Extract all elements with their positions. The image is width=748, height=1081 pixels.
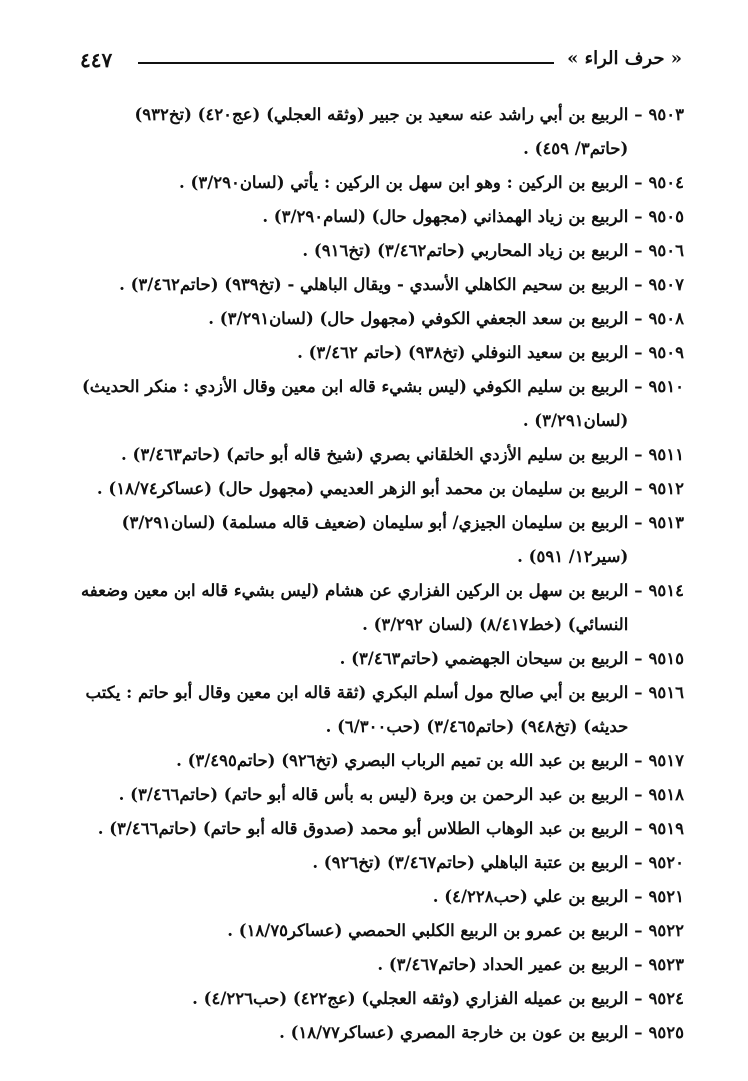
entry-item (78, 472, 684, 506)
entry-dash: – (634, 207, 643, 226)
entry-number: ٩٥١٧ (648, 751, 684, 770)
entry-number: ٩٥٠٦ (648, 241, 684, 260)
entry-text: الربيع بن زياد المحاربي (حاتم٣/٤٦٢) (تخ٩١٦) . (302, 241, 629, 260)
entry-text: الربيع بن سعيد النوفلي (تخ٩٣٨) (حاتم ٣/٤٦٢) . (297, 343, 629, 362)
entry-text: الربيع بن عميله الفزاري (وثقه العجلي) (عج٤٢٢) (حب٤/٢٢٦) . (192, 989, 629, 1008)
entry-dash: – (634, 785, 643, 804)
entry-item (78, 676, 684, 744)
entry-dash: – (634, 853, 643, 872)
entry-item (78, 812, 684, 846)
entry-number: ٩٥٠٣ (648, 105, 684, 124)
entry-number: ٩٥٢٠ (648, 853, 684, 872)
entry-list (78, 98, 684, 1050)
entry-item (78, 506, 684, 574)
entry-item (78, 268, 684, 302)
entry-dash: – (634, 173, 643, 192)
entry-dash: – (634, 445, 643, 464)
entry-item (78, 1016, 684, 1050)
entry-dash: – (634, 513, 643, 532)
entry-item (78, 200, 684, 234)
entry-item (78, 302, 684, 336)
entry-item (78, 438, 684, 472)
entry-item (78, 370, 684, 438)
entry-dash: – (634, 241, 643, 260)
entry-dash: – (634, 343, 643, 362)
page-number: ٤٤٧ (80, 48, 113, 72)
entry-dash: – (634, 1023, 643, 1042)
entry-dash: – (634, 921, 643, 940)
entry-text: الربيع بن عبد الرحمن بن وبرة (ليس به بأس قاله أبو حاتم) (حاتم٣/٤٦٦) . (118, 785, 629, 804)
entry-number: ٩٥٠٤ (648, 173, 684, 192)
entry-text: الربيع بن سعد الجعفي الكوفي (مجهول حال) (لسان٣/٢٩١) . (208, 309, 629, 328)
entry-dash: – (634, 819, 643, 838)
entry-number: ٩٥١٢ (648, 479, 684, 498)
entry-number: ٩٥٢٢ (648, 921, 684, 940)
entry-number: ٩٥١٩ (648, 819, 684, 838)
entry-number: ٩٥٠٥ (648, 207, 684, 226)
entry-dash: – (634, 683, 643, 702)
entry-text: الربيع بن سهل بن الركين الفزاري عن هشام (ليس بشيء قاله ابن معين وضعفه النسائي) (خط٨/٤١٧) (لسان ٣/٢٩٢) . (80, 581, 629, 634)
entry-item (78, 98, 684, 166)
entry-number: ٩٥٠٨ (648, 309, 684, 328)
entry-number: ٩٥١٠ (648, 377, 684, 396)
entry-text: الربيع بن علي (حب٤/٢٢٨) . (432, 887, 629, 906)
entry-item (78, 744, 684, 778)
entry-text: الربيع بن عبد الوهاب الطلاس أبو محمد (صدوق قاله أبو حاتم) (حاتم٣/٤٦٦) . (97, 819, 629, 838)
entry-number: ٩٥١٥ (648, 649, 684, 668)
entry-dash: – (634, 751, 643, 770)
entry-text: الربيع بن أبي راشد عنه سعيد بن جبير (وثقه العجلي) (عج٤٢٠) (تخ٩٣٢) (حاتم٣/ ٤٥٩) . (134, 105, 629, 158)
entry-text: الربيع بن الركين : وهو ابن سهل بن الركين : يأتي (لسان٣/٢٩٠) . (179, 173, 629, 192)
entry-dash: – (634, 581, 643, 600)
entry-text: الربيع بن سليم الكوفي (ليس بشيء قاله ابن معين وقال الأزدي : منكر الحديث) (لسان٣/٢٩١) . (81, 377, 629, 430)
entry-dash: – (634, 105, 643, 124)
entry-number: ٩٥٢٣ (648, 955, 684, 974)
entry-dash: – (634, 309, 643, 328)
entry-number: ٩٥٢٤ (648, 989, 684, 1008)
entry-item (78, 982, 684, 1016)
entry-number: ٩٥١٤ (648, 581, 684, 600)
entry-item (78, 914, 684, 948)
entry-text: الربيع بن عون بن خارجة المصري (عساكر١٨/٧٧) . (279, 1023, 629, 1042)
entry-item (78, 642, 684, 676)
entry-number: ٩٥٠٩ (648, 343, 684, 362)
entry-number: ٩٥٢١ (648, 887, 684, 906)
entry-number: ٩٥٢٥ (648, 1023, 684, 1042)
entry-item (78, 234, 684, 268)
entry-item (78, 948, 684, 982)
entry-dash: – (634, 649, 643, 668)
entry-item (78, 778, 684, 812)
entry-text: الربيع بن عتبة الباهلي (حاتم٣/٤٦٧) (تخ٩٢٦) . (312, 853, 629, 872)
entry-text: الربيع بن سيحان الجهضمي (حاتم٣/٤٦٣) . (339, 649, 629, 668)
chapter-title: « حرف الراء » (567, 48, 682, 69)
entry-item (78, 574, 684, 642)
entry-text: الربيع بن سليمان الجيزي/ أبو سليمان (ضعيف قاله مسلمة) (لسان٣/٢٩١) (سير١٢/ ٥٩١) . (121, 513, 629, 566)
entry-text: الربيع بن سحيم الكاهلي الأسدي - ويقال الباهلي - (تخ٩٣٩) (حاتم٣/٤٦٢) . (119, 275, 629, 294)
entry-number: ٩٥١١ (648, 445, 684, 464)
entry-text: الربيع بن سليمان بن محمد أبو الزهر العديمي (مجهول حال) (عساكر١٨/٧٤) . (96, 479, 629, 498)
entry-text: الربيع بن سليم الأزدي الخلقاني بصري (شيخ قاله أبو حاتم) (حاتم٣/٤٦٣) . (121, 445, 629, 464)
entry-text: الربيع بن عبد الله بن تميم الرباب البصري (تخ٩٢٦) (حاتم٣/٤٩٥) . (176, 751, 629, 770)
entry-number: ٩٥١٨ (648, 785, 684, 804)
entry-dash: – (634, 275, 643, 294)
header-rule (138, 62, 554, 64)
entry-number: ٩٥١٣ (648, 513, 684, 532)
entry-dash: – (634, 989, 643, 1008)
entry-dash: – (634, 377, 643, 396)
entry-dash: – (634, 479, 643, 498)
entry-number: ٩٥٠٧ (648, 275, 684, 294)
entry-dash: – (634, 887, 643, 906)
page-header (72, 44, 682, 74)
entry-item (78, 166, 684, 200)
entry-text: الربيع بن عمرو بن الربيع الكلبي الحمصي (عساكر١٨/٧٥) . (227, 921, 629, 940)
entry-text: الربيع بن عمير الحداد (حاتم٣/٤٦٧) . (377, 955, 629, 974)
entry-number: ٩٥١٦ (648, 683, 684, 702)
entry-text: الربيع بن زياد الهمذاني (مجهول حال) (لسام٣/٢٩٠) . (262, 207, 629, 226)
entry-item (78, 336, 684, 370)
entry-dash: – (634, 955, 643, 974)
entry-item (78, 846, 684, 880)
entry-text: الربيع بن أبي صالح مول أسلم البكري (ثقة قاله ابن معين وقال أبو حاتم : يكتب حديثه) (تخ٩٤٨) (حاتم٣/٤٦٥) (حب٦/٣٠٠) . (85, 683, 629, 736)
entry-item (78, 880, 684, 914)
